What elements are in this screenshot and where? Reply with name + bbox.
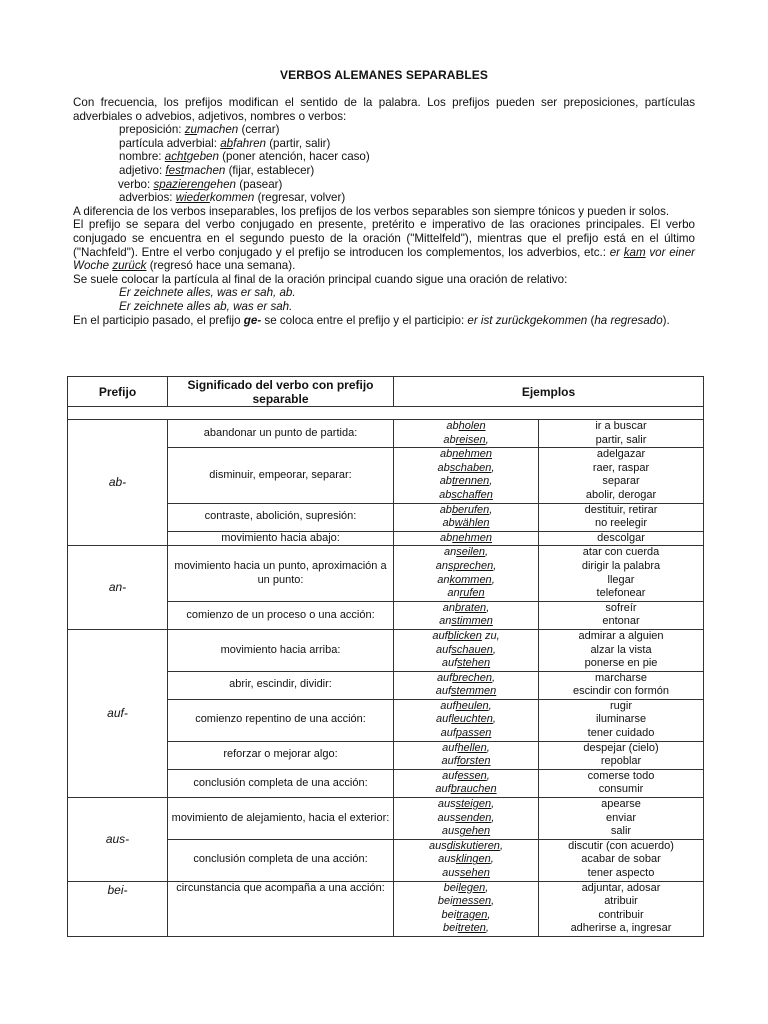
verb-prefix: auf (436, 713, 452, 726)
verb-prefix: auf (436, 643, 452, 656)
verb-prefix: an (443, 546, 457, 559)
prefix-type-example (118, 178, 695, 192)
spanish-gloss-cell (539, 546, 704, 601)
meaning-cell: circunstancia que acompaña a una acción: (168, 881, 394, 936)
german-verb (396, 922, 536, 936)
spanish-gloss-cell (539, 769, 704, 797)
verb-prefix: ab (439, 488, 452, 501)
spanish-gloss: alzar la vista (590, 643, 652, 656)
verb-stem: berufen (451, 503, 490, 516)
verb-prefix: an (439, 615, 452, 628)
german-verb (396, 742, 536, 756)
table-body (68, 420, 704, 937)
example-verb-rest: machen (197, 123, 239, 137)
verb-prefix: ab (437, 461, 450, 474)
spanish-gloss: llegar (607, 573, 635, 586)
verb-suffix: , (491, 573, 495, 586)
german-verbs-cell (394, 420, 539, 448)
spanish-gloss: despejar (cielo) (583, 741, 659, 754)
table-row (68, 546, 704, 601)
verb-suffix: , (490, 853, 494, 866)
verb-stem: stimmen (451, 615, 493, 628)
verb-suffix: , (492, 713, 496, 726)
verb-suffix: , (486, 741, 490, 754)
verb-prefix: ab (439, 475, 452, 488)
verb-prefix: an (447, 587, 460, 600)
german-verbs-cell (394, 531, 539, 546)
spanish-gloss: apearse (601, 798, 641, 811)
german-verbs-cell (394, 741, 539, 769)
german-verb (396, 587, 536, 601)
german-verbs-cell (394, 881, 539, 936)
german-verb (396, 420, 536, 434)
spanish-gloss-cell (539, 420, 704, 448)
spanish-gloss: marcharse (595, 671, 647, 684)
intro-paragraph-3: El prefijo se separa del verbo conjugado en presente, pretérito e imperativo de las oraciones principales. El verbo conjugado se encuentra en el segundo puesto de la oración ("Mittelfeld"), mientras que el prefijo está en el último ("Nachfeld"). Entre el verbo conjugado y el prefijo se introducen los complementos, los adverbios, etc.: er kam vor einer Woche zurück (regresó hace una semana). (73, 218, 696, 273)
example-label: adverbios: (119, 191, 176, 205)
spanish-gloss: salir (610, 825, 632, 838)
german-verbs-cell (394, 798, 539, 840)
verb-prefix: bei (443, 881, 459, 894)
example-prefix: ab (220, 136, 234, 150)
example-gloss: (partir, salir) (265, 136, 331, 150)
german-verb (396, 630, 536, 644)
verb-suffix: , (491, 811, 495, 824)
example-prefix: acht (164, 150, 187, 164)
german-verb (396, 448, 536, 462)
header-prefijo: Prefijo (68, 377, 168, 407)
verb-suffix: , (485, 433, 489, 446)
verb-prefix: an (437, 573, 450, 586)
german-verb (396, 770, 536, 784)
verb-stem: brechen (452, 671, 492, 684)
german-verbs-cell (394, 769, 539, 797)
german-verb (396, 517, 536, 531)
example-gloss: (cerrar) (238, 123, 280, 137)
verb-prefix: aus (441, 825, 460, 838)
spanish-gloss: escindir con formón (573, 685, 669, 698)
spanish-gloss: repoblar (600, 755, 642, 768)
german-verb (396, 783, 536, 797)
table-row (68, 629, 704, 671)
meaning-cell: comienzo repentino de una acción: (168, 699, 394, 741)
german-verbs-cell (394, 629, 539, 671)
verb-prefix: aus (437, 811, 456, 824)
example-gloss: (poner atención, hacer caso) (218, 150, 370, 164)
verb-prefix: ab (442, 517, 455, 530)
spanish-gloss-cell (539, 601, 704, 629)
verb-suffix: , (485, 922, 489, 935)
verb-suffix: , (492, 643, 496, 656)
german-verb (396, 462, 536, 476)
german-verb (396, 909, 536, 923)
german-verb (396, 615, 536, 629)
spanish-gloss: raer, raspar (592, 461, 650, 474)
verb-stem: reisen (455, 433, 486, 446)
prefix-cell: auf- (68, 629, 168, 797)
verb-stem: stehen (457, 657, 491, 670)
spanish-gloss: consumir (598, 783, 644, 796)
verb-suffix: , (484, 546, 489, 559)
prefix-cell: aus- (68, 798, 168, 882)
spanish-gloss: descolgar (597, 531, 645, 544)
verb-prefix: auf (442, 769, 458, 782)
verb-stem: tragen (456, 908, 488, 921)
verb-stem: seilen (456, 546, 485, 559)
document-title: VERBOS ALEMANES SEPARABLES (280, 68, 488, 82)
german-verb (396, 685, 536, 699)
verb-suffix: , (491, 461, 495, 474)
spanish-gloss: adjuntar, adosar (581, 881, 661, 894)
example-verb-rest: fahren (233, 136, 266, 150)
example-verb-rest: kommen (209, 191, 255, 205)
prefix-type-examples (73, 123, 695, 205)
verb-stem: diskutieren (446, 839, 500, 852)
verb-prefix: ab (439, 531, 453, 544)
verb-prefix: aus (428, 839, 447, 852)
meaning-cell: conclusión completa de una acción: (168, 769, 394, 797)
verb-stem: nehmen (452, 448, 492, 461)
verb-suffix: , (486, 601, 490, 614)
verb-prefix: aus (438, 853, 456, 866)
verb-stem: steigen (455, 798, 492, 811)
german-verb (396, 727, 536, 741)
german-verbs-cell (394, 503, 539, 531)
verb-suffix: , (493, 559, 497, 572)
spanish-gloss: adelgazar (596, 448, 646, 461)
meaning-cell: movimiento hacia arriba: (168, 629, 394, 671)
example-prefix: wieder (175, 191, 210, 205)
verb-prefix: aus (442, 867, 460, 879)
verb-prefix: auf (435, 685, 452, 698)
verb-prefix: an (435, 559, 448, 572)
verb-stem: schaffen (451, 488, 493, 501)
meaning-cell: movimiento hacia abajo: (168, 531, 394, 546)
spanish-gloss: telefonear (596, 587, 646, 600)
german-verb (396, 657, 536, 671)
intro-paragraph-4: Se suele colocar la partícula al final de la oración principal cuando sigue una oración de relativo: (73, 272, 568, 286)
verb-prefix: ab (446, 420, 459, 432)
verb-prefix: aus (437, 798, 456, 811)
spanish-gloss: enviar (606, 811, 636, 824)
verb-stem: brauchen (450, 783, 497, 796)
spanish-gloss: destituir, retirar (584, 503, 658, 516)
spanish-gloss: abolir, derogar (585, 488, 657, 501)
verb-stem: blicken (447, 629, 482, 642)
table-header-row (68, 377, 704, 407)
verb-stem: kommen (449, 573, 492, 586)
verb-prefix: auf (435, 783, 451, 796)
prefix-cell: bei- (68, 881, 168, 936)
german-verb (396, 713, 536, 727)
german-verb (396, 546, 536, 560)
spanish-gloss-cell (539, 881, 704, 936)
spanish-gloss-cell (539, 629, 704, 671)
spanish-gloss: separar (602, 475, 640, 488)
spanish-gloss: adherirse a, ingresar (570, 922, 672, 935)
verb-prefix: ab (439, 503, 452, 516)
verb-stem: passen (455, 727, 492, 740)
spanish-gloss-cell (539, 503, 704, 531)
verb-stem: rufen (459, 587, 485, 600)
verb-prefix: ab (439, 448, 453, 461)
verb-prefix: auf (441, 657, 458, 670)
example-label: verbo: (118, 177, 154, 191)
german-verb (396, 644, 536, 658)
german-verb (396, 574, 536, 588)
spanish-gloss-cell (539, 839, 704, 881)
verb-suffix: , (486, 769, 490, 782)
verb-prefix: bei (441, 908, 457, 921)
meaning-cell: conclusión completa de una acción: (168, 839, 394, 881)
verb-suffix: , (485, 881, 489, 894)
meaning-cell: abandonar un punto de partida: (168, 420, 394, 448)
table-spacer-row (68, 407, 704, 420)
verb-stem: holen (458, 420, 486, 432)
spanish-gloss-cell (539, 671, 704, 699)
example-prefix: zu (184, 123, 197, 137)
example-sentence-2: Er zeichnete alles ab, was er sah. (119, 299, 293, 313)
verb-prefix: bei (437, 895, 453, 908)
prefix-cell: ab- (68, 420, 168, 546)
german-verb (396, 895, 536, 909)
verb-suffix: , (499, 839, 503, 852)
intro-paragraph-1: Con frecuencia, los prefijos modifican el sentido de la palabra. Los prefijos pueden ser preposiciones, partículas adverbiales o advebios, adjetivos, nombres o verbos: (73, 96, 695, 123)
prefix-cell: an- (68, 546, 168, 630)
table-row (68, 798, 704, 840)
german-verbs-cell (394, 839, 539, 881)
spanish-gloss: admirar a alguien (578, 629, 664, 642)
verb-stem: braten (454, 601, 487, 614)
verb-prefix: ab (443, 433, 456, 446)
spanish-gloss-cell (539, 798, 704, 840)
german-verbs-cell (394, 601, 539, 629)
example-label: adjetivo: (119, 163, 166, 177)
spanish-gloss: atar con cuerda (582, 546, 660, 559)
verb-stem: stemmen (451, 685, 497, 698)
german-verbs-cell (394, 671, 539, 699)
verb-suffix: , (487, 908, 491, 921)
verb-stem: trennen (451, 475, 490, 488)
example-label: nombre: (119, 150, 165, 164)
german-verb (396, 853, 536, 867)
verb-suffix: , (492, 671, 496, 684)
german-verb (396, 489, 536, 503)
example-gloss: (pasear) (235, 177, 283, 191)
german-verb (396, 700, 536, 714)
verb-stem: schaben (449, 461, 492, 474)
example-prefix: spazieren (153, 177, 204, 191)
german-verb (396, 532, 536, 546)
spanish-gloss: no reelegir (595, 517, 647, 530)
spanish-gloss: iluminarse (595, 713, 647, 726)
german-verbs-cell (394, 546, 539, 601)
verb-suffix: , (489, 475, 493, 488)
spanish-gloss: ponerse en pie (584, 657, 658, 670)
german-verb (396, 755, 536, 769)
verb-stem: nehmen (452, 531, 492, 544)
verb-suffix: , (489, 503, 493, 516)
spanish-gloss: sofreír (605, 601, 637, 614)
example-verb-rest: geben (186, 150, 219, 164)
meaning-cell: disminuir, empeorar, separar: (168, 448, 394, 503)
verb-prefix: bei (443, 922, 458, 935)
spanish-gloss: rugir (610, 699, 633, 712)
prefix-type-example (119, 164, 695, 178)
meaning-cell: comienzo de un proceso o una acción: (168, 601, 394, 629)
spanish-gloss-cell (539, 699, 704, 741)
german-verb (396, 812, 536, 826)
example-gloss: (fijar, establecer) (225, 163, 315, 177)
meaning-cell: reforzar o mejorar algo: (168, 741, 394, 769)
verb-suffix: , (488, 699, 492, 712)
header-significado: Significado del verbo con prefijo separable (168, 377, 394, 407)
verb-stem: leuchten (451, 713, 493, 726)
german-verbs-cell (394, 448, 539, 503)
example-prefix: fest (165, 163, 185, 177)
verb-stem: essen (457, 769, 487, 782)
verb-stem: legen (458, 881, 486, 894)
example-sentence-1: Er zeichnete alles, was er sah, ab. (119, 286, 296, 300)
spanish-gloss: ir a buscar (595, 420, 647, 432)
example-verb-rest: machen (184, 163, 226, 177)
verb-stem: klingen (455, 853, 491, 866)
verb-prefix: auf (432, 629, 448, 642)
intro-text (73, 96, 695, 327)
example-label: preposición: (119, 123, 185, 137)
spanish-gloss-cell (539, 741, 704, 769)
spanish-gloss: atribuir (604, 895, 638, 908)
german-verb (396, 840, 536, 854)
spanish-gloss: entonar (602, 615, 640, 628)
verb-prefix: auf (441, 755, 457, 768)
verb-prefix: an (442, 601, 455, 614)
header-ejemplos: Ejemplos (394, 377, 704, 407)
meaning-cell: contraste, abolición, supresión: (168, 503, 394, 531)
spanish-gloss-cell (539, 448, 704, 503)
german-verb (396, 560, 536, 574)
prefix-type-example (119, 137, 695, 151)
verb-stem: wählen (454, 517, 490, 530)
spanish-gloss: tener aspecto (587, 867, 655, 879)
verb-stem: forsten (456, 755, 491, 768)
verb-stem: hellen (457, 741, 487, 754)
meaning-cell: movimiento hacia un punto, aproximación a un punto: (168, 546, 394, 601)
prefix-type-example (119, 150, 695, 164)
german-verb (396, 602, 536, 616)
german-verb (396, 825, 536, 839)
intro-paragraph-5: En el participio pasado, el prefijo ge- se coloca entre el prefijo y el participio: er ist zurückgekommen (ha regresado). (73, 313, 670, 327)
verb-stem: sehen (459, 867, 490, 879)
german-verb (396, 672, 536, 686)
verb-prefix: auf (440, 699, 456, 712)
meaning-cell: abrir, escindir, dividir: (168, 671, 394, 699)
verb-suffix: zu, (481, 629, 500, 642)
verb-stem: treten (457, 922, 486, 935)
prefix-type-example (119, 123, 695, 137)
verb-stem: heulen (455, 699, 489, 712)
german-verb (396, 867, 536, 881)
spanish-gloss-cell (539, 531, 704, 546)
verb-stem: senden (455, 811, 492, 824)
spanish-gloss: comerse todo (587, 769, 655, 782)
german-verb (396, 504, 536, 518)
spanish-gloss: partir, salir (595, 433, 647, 446)
table-row (68, 420, 704, 448)
verb-stem: messen (452, 895, 492, 908)
verb-stem: gehen (459, 825, 491, 838)
table-row (68, 881, 704, 936)
german-verbs-cell (394, 699, 539, 741)
meaning-cell: movimiento de alejamiento, hacia el exterior: (168, 798, 394, 840)
verb-prefix: auf (442, 741, 458, 754)
example-verb-rest: gehen (203, 177, 236, 191)
spanish-gloss: tener cuidado (587, 727, 655, 740)
spanish-gloss: acabar de sobar (581, 853, 661, 866)
verb-stem: schauen (451, 643, 493, 656)
verb-prefix: auf (436, 671, 453, 684)
prefix-type-example (119, 191, 695, 205)
example-label: partícula adverbial: (119, 136, 221, 150)
spacer-cell (68, 407, 704, 420)
spanish-gloss: discutir (con acuerdo) (568, 839, 674, 852)
german-verb (396, 475, 536, 489)
spanish-gloss: dirigir la palabra (581, 559, 661, 572)
verb-stem: sprechen (447, 559, 494, 572)
separable-prefixes-table (67, 376, 704, 937)
german-verb (396, 798, 536, 812)
verb-prefix: auf (440, 727, 456, 740)
german-verb (396, 434, 536, 448)
intro-paragraph-2: A diferencia de los verbos inseparables, los prefijos de los verbos separables son siempre tónicos y pueden ir solos. (73, 204, 670, 218)
verb-suffix: , (491, 798, 495, 811)
verb-suffix: , (491, 895, 495, 908)
german-verb (396, 882, 536, 896)
spanish-gloss: contribuir (598, 908, 644, 921)
example-gloss: (regresar, volver) (254, 191, 346, 205)
